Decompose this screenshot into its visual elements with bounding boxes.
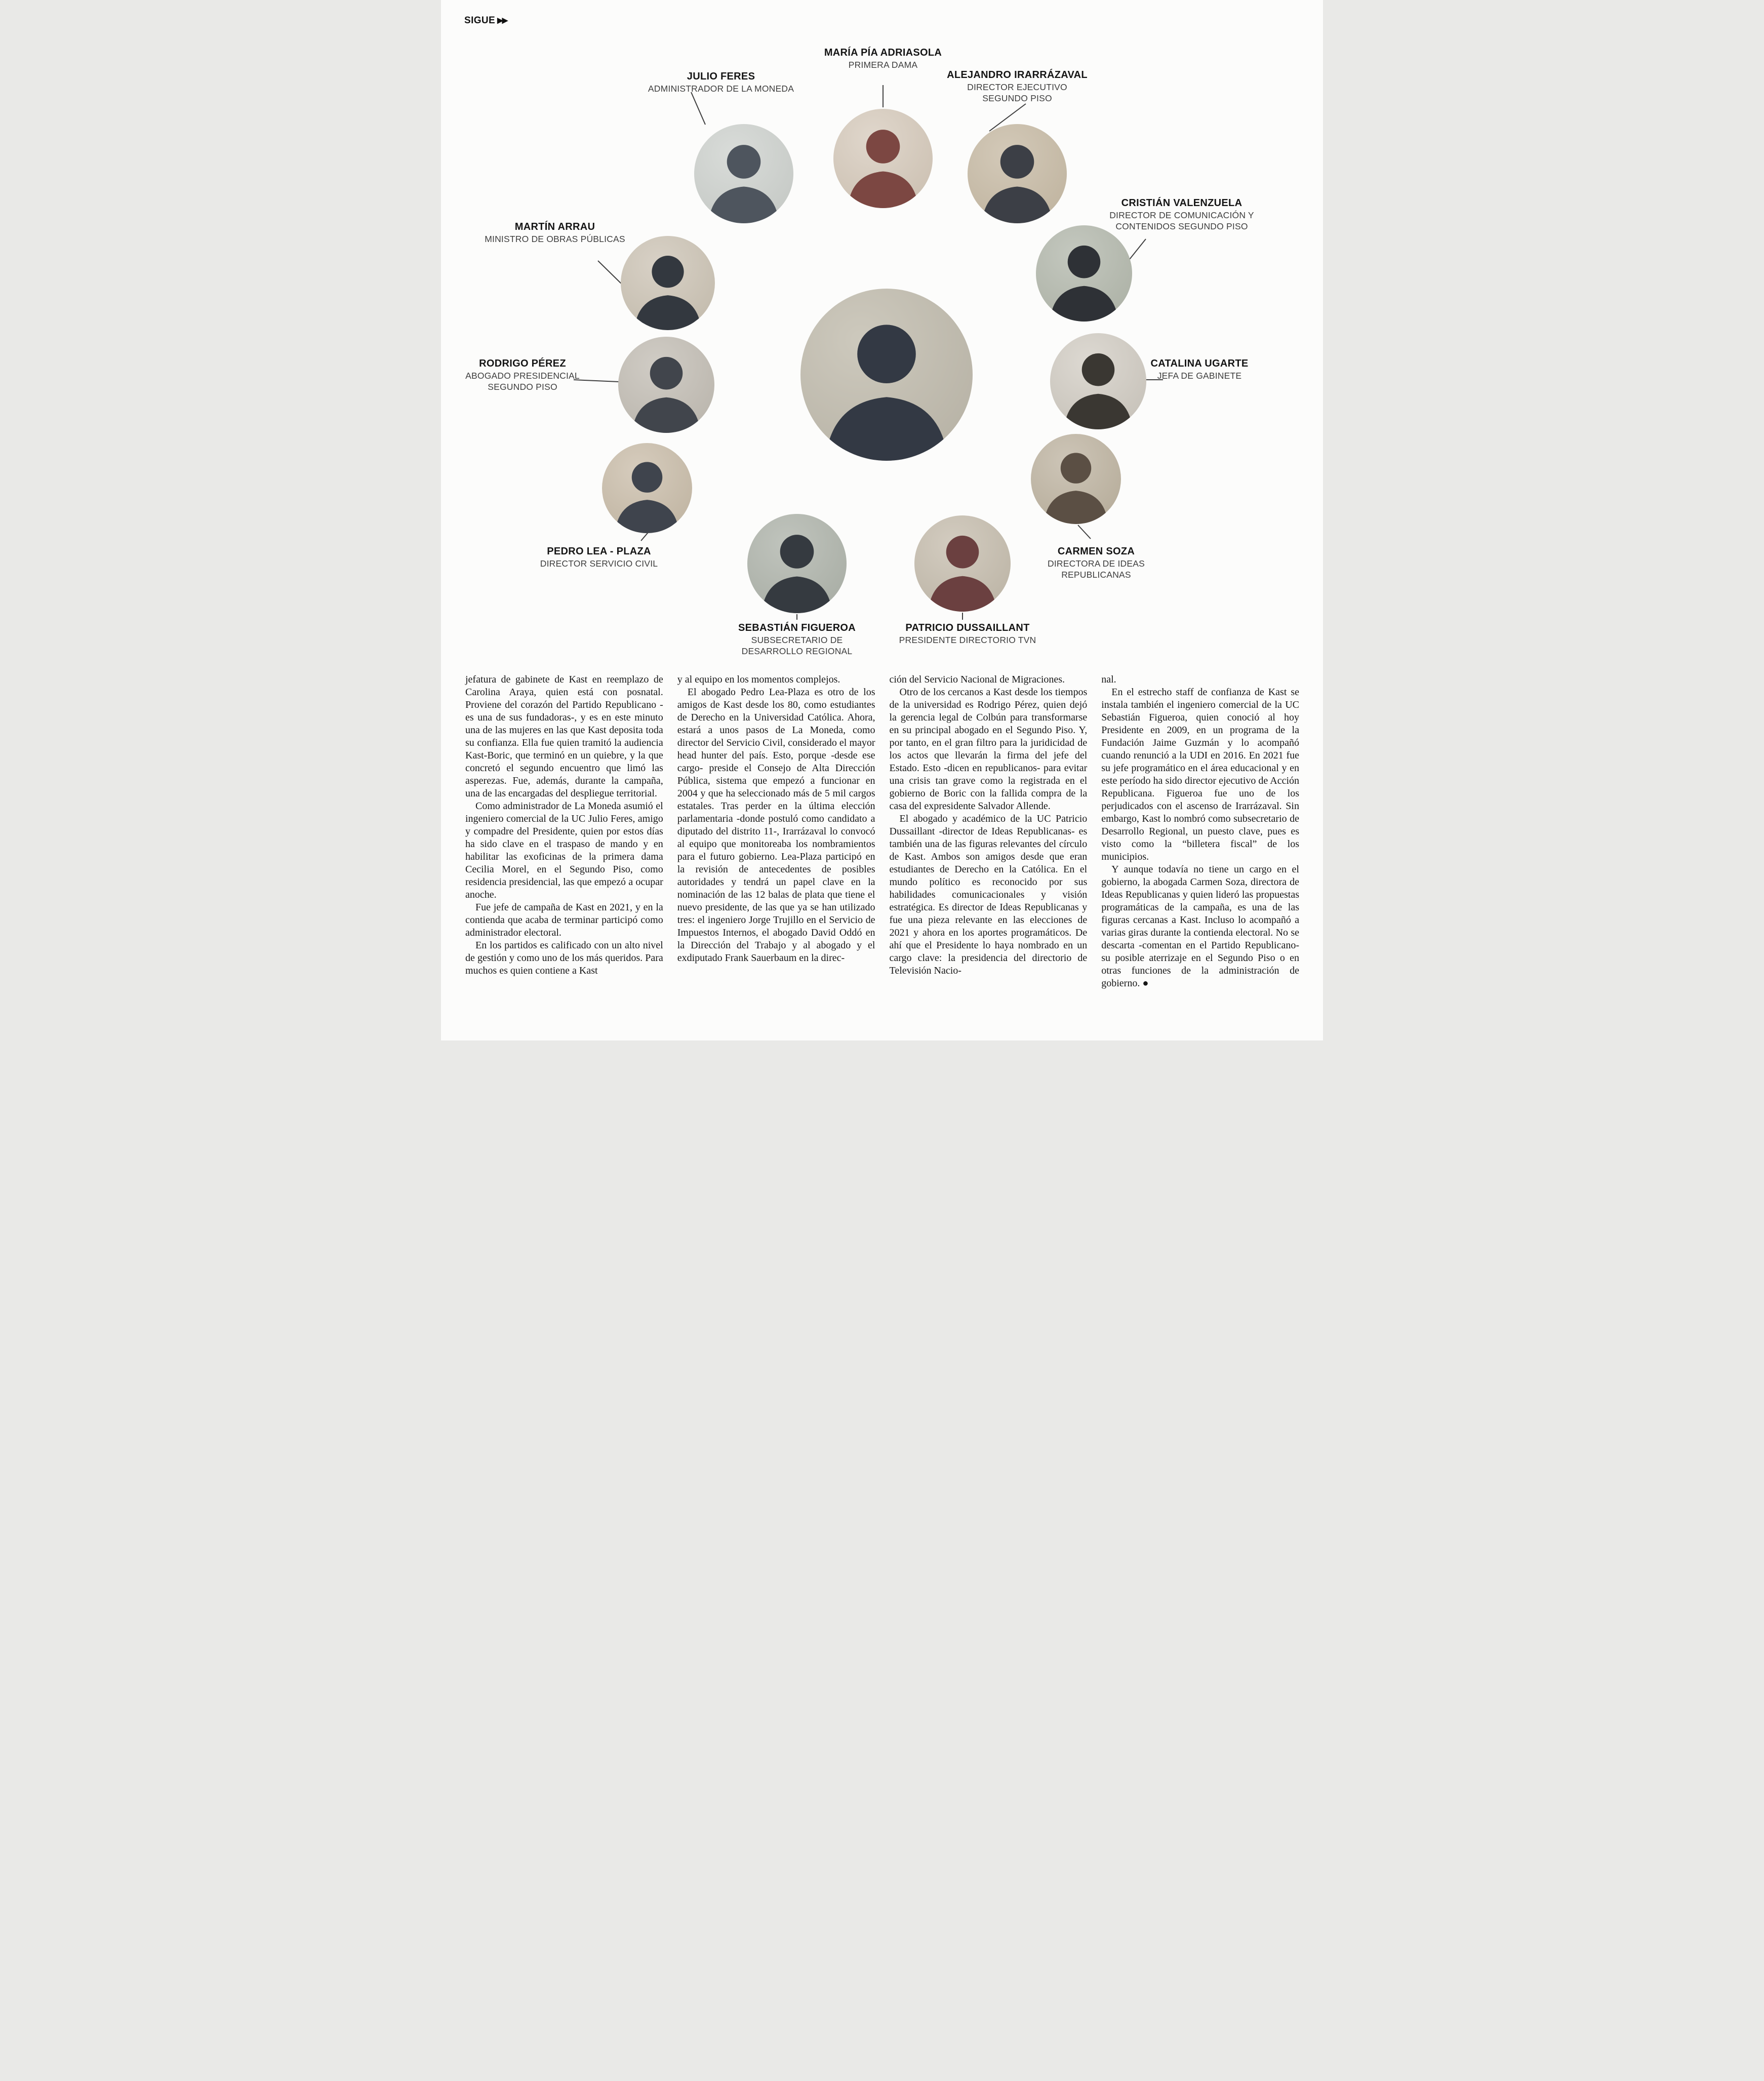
label-pedro-lea-plaza — [540, 546, 658, 569]
paragraph: Fue jefe de campaña de Kast en 2021, y en la contienda que acaba de terminar participó como administrador electoral. — [465, 902, 663, 938]
label-rodrigo-perez — [465, 358, 580, 392]
label-carmen-soza — [1048, 546, 1145, 580]
carmen-soza-photo — [1031, 434, 1121, 524]
paragraph: El abogado y académico de la UC Patricio Dussaillant -director de Ideas Republicanas- es también una de las figuras relevantes del círculo de Kast. Ambos son amigos desde que eran estudiantes de Derecho en la Católica. En el mundo político es reconocido por sus habilidades comunicacionales y visión estratégica. Es director de Ideas Republicanas y fue una pieza relevante en las elecciones de 2021 y ahora en los aportes programáticos. De ahí que el Presidente lo haya nombrado en un cargo clave: la presidencia del directorio de Televisión Nacio- — [889, 813, 1088, 976]
maria-pia-adriasola-photo — [833, 109, 933, 208]
person-title-line: DESARROLLO REGIONAL — [741, 646, 853, 656]
person-name: MARTÍN ARRAU — [514, 221, 595, 232]
paragraph: Y aunque todavía no tiene un cargo en el gobierno, la abogada Carmen Soza, directora de Ideas Republicanas y quien lideró las propuestas programáticas de la campaña, es una de las figuras cercanas a Kast. Incluso lo acompañó a varias giras durante la contienda electoral. No se descarta -comentan en el Partido Republicano- su posible aterrizaje en el Segundo Piso o en otras funciones de la administración de gobierno. ● — [1101, 864, 1299, 989]
person-name: CATALINA UGARTE — [1150, 358, 1249, 369]
martin-arrau-photo — [621, 236, 715, 330]
person-title-line: DIRECTOR EJECUTIVO — [967, 82, 1067, 92]
person-name: PATRICIO DUSSAILLANT — [905, 622, 1030, 633]
person-name: CRISTIÁN VALENZUELA — [1121, 197, 1242, 209]
patricio-dussaillant-photo — [914, 515, 1011, 612]
paragraph: y al equipo en los momentos complejos. — [677, 674, 840, 685]
person-title-line: DIRECTOR SERVICIO CIVIL — [540, 558, 658, 569]
label-patricio-dussaillant — [899, 622, 1036, 645]
person-name: CARMEN SOZA — [1057, 546, 1135, 557]
label-julio-feres — [648, 71, 794, 94]
person-title-line: ADMINISTRADOR DE LA MONEDA — [648, 84, 794, 94]
rodrigo-perez-photo — [618, 337, 714, 433]
person-title-line: DIRECTOR DE COMUNICACIÓN Y — [1109, 210, 1254, 220]
alejandro-irarrazaval-photo — [968, 124, 1067, 223]
label-maria-pia-adriasola — [824, 47, 942, 70]
person-title-line: ABOGADO PRESIDENCIAL — [465, 371, 580, 381]
person-title-line: PRESIDENTE DIRECTORIO TVN — [899, 635, 1036, 645]
paragraph: En los partidos es calificado con un alto nivel de gestión y como uno de los más queridos. Para muchos es quien contiene a Kast — [465, 940, 663, 976]
forward-arrows-icon: ▶▶ — [497, 16, 507, 25]
person-name: SEBASTIÁN FIGUEROA — [738, 622, 856, 633]
article-text — [465, 673, 1299, 990]
julio-feres-photo — [694, 124, 793, 223]
sebastian-figueroa-photo — [747, 514, 847, 613]
paragraph: Otro de los cercanos a Kast desde los tiempos de la universidad es Rodrigo Pérez, quien dejó la gerencia legal de Colbún para transformarse en su principal abogado en el Segundo Piso. Y, por tanto, en el gran filtro para la juridicidad de los actos que llevarán la firma del jefe del Estado. Esto -dicen en republicanos- para evitar una crisis tan grave como la registrada en el gobierno de Boric con la fallida compra de la casa del expresidente Salvador Allende. — [889, 687, 1088, 812]
sigue-label: SIGUE — [464, 15, 496, 26]
pedro-lea-plaza-photo — [602, 443, 692, 533]
label-alejandro-irarrazaval — [947, 69, 1088, 103]
person-name: RODRIGO PÉREZ — [479, 358, 566, 369]
person-title-line: CONTENIDOS SEGUNDO PISO — [1115, 221, 1248, 231]
person-title-line: MINISTRO DE OBRAS PÚBLICAS — [485, 234, 625, 244]
paragraph: Como administrador de La Moneda asumió el ingeniero comercial de la UC Julio Feres, amigo y compadre del Presidente, quien por estos días ha sido clave en el traspaso de mando y en habilitar las exoficinas de la primera dama Cecilia Morel, en el Segundo Piso, como residencia presidencial, las que empezó a ocupar anoche. — [465, 801, 663, 900]
label-sebastian-figueroa — [738, 622, 856, 656]
article-column-1 — [465, 673, 663, 990]
label-cristian-valenzuela — [1109, 197, 1254, 231]
cristian-valenzuela-photo — [1036, 225, 1132, 322]
person-name: PEDRO LEA - PLAZA — [547, 546, 651, 557]
person-title-line: PRIMERA DAMA — [848, 60, 918, 70]
person-title-line: DIRECTORA DE IDEAS — [1048, 558, 1145, 569]
person-title-line: JEFA DE GABINETE — [1157, 371, 1242, 381]
article-column-4 — [1101, 673, 1299, 990]
paragraph: El abogado Pedro Lea-Plaza es otro de los amigos de Kast desde los 80, como estudiantes de Derecho en la Universidad Católica. Ahora, estará a unos pasos de La Moneda, como director del Servicio Civil, considerado el mayor head hunter del país. Esto, porque -desde ese cargo- preside el Consejo de Alta Dirección Pública, sistema que empezó a funcionar en 2004 y que ha seleccionado más de 5 mil cargos estatales. Tras perder en la última elección parlamentaria -donde postuló como candidato a diputado del distrito 11-, Irarrázaval lo convocó al equipo que monitoreaba los nombramientos para el futuro gobierno. Lea-Plaza participó en la revisión de antecedentes de posibles autoridades y tendrá un papel clave en la nominación de las 12 balas de plata que tiene el nuevo presidente, de las que ya se han utilizado tres: el ingeniero Jorge Trujillo en el Servicio de Impuestos Internos, el abogado David Oddó en la Dirección del Trabajo y al abogado y el exdiputado Frank Sauerbaum en la direc- — [677, 687, 875, 964]
paragraph: nal. — [1101, 674, 1116, 685]
article-column-3 — [890, 673, 1088, 990]
paragraph: jefatura de gabinete de Kast en reemplazo de Carolina Araya, quien está con posnatal. Proviene del corazón del Partido Republicano -es una de sus fundadoras-, y es en este minuto una de las mujeres en las que Kast deposita toda su confianza. Ella fue quien tramitó la audiencia Kast-Boric, que terminó en un quiebre, y la que concretó el segundo encuentro que limó las asperezas. Fue, además, durante la campaña, una de las encargadas del despliegue territorial. — [465, 674, 663, 799]
paragraph: En el estrecho staff de confianza de Kast se instala también el ingeniero comercial de la UC Sebastián Figueroa, quien conoció al hoy Presidente en 2009, en un programa de la Fundación Jaime Guzmán y lo acompañó cuando renunció a la UDI en 2016. En 2021 fue su jefe programático en el área educacional y en este período ha sido director ejecutivo de Acción Republicana. Figueroa fue uno de los perjudicados con el ascenso de Irarrázaval. Sin embargo, Kast lo nombró como subsecretario de Desarrollo Regional, un puesto clave, pues es visto como la “billetera fiscal” de los municipios. — [1101, 687, 1299, 862]
article-column-2 — [677, 673, 875, 990]
person-title-line: SEGUNDO PISO — [488, 382, 557, 392]
label-martin-arrau — [485, 221, 625, 244]
newspaper-page — [441, 0, 1323, 1040]
person-name: ALEJANDRO IRARRÁZAVAL — [947, 69, 1088, 81]
person-title-line: SEGUNDO PISO — [982, 93, 1052, 103]
person-title-line: SUBSECRETARIO DE — [751, 635, 843, 645]
org-figure — [441, 0, 1323, 669]
person-title-line: REPUBLICANAS — [1061, 570, 1131, 580]
catalina-ugarte-photo — [1050, 333, 1146, 429]
person-name: JULIO FERES — [687, 71, 755, 82]
label-catalina-ugarte — [1151, 358, 1249, 381]
center-portrait-photo — [800, 289, 973, 461]
paragraph: ción del Servicio Nacional de Migraciones. — [889, 674, 1065, 685]
person-name: MARÍA PÍA ADRIASOLA — [824, 47, 942, 58]
